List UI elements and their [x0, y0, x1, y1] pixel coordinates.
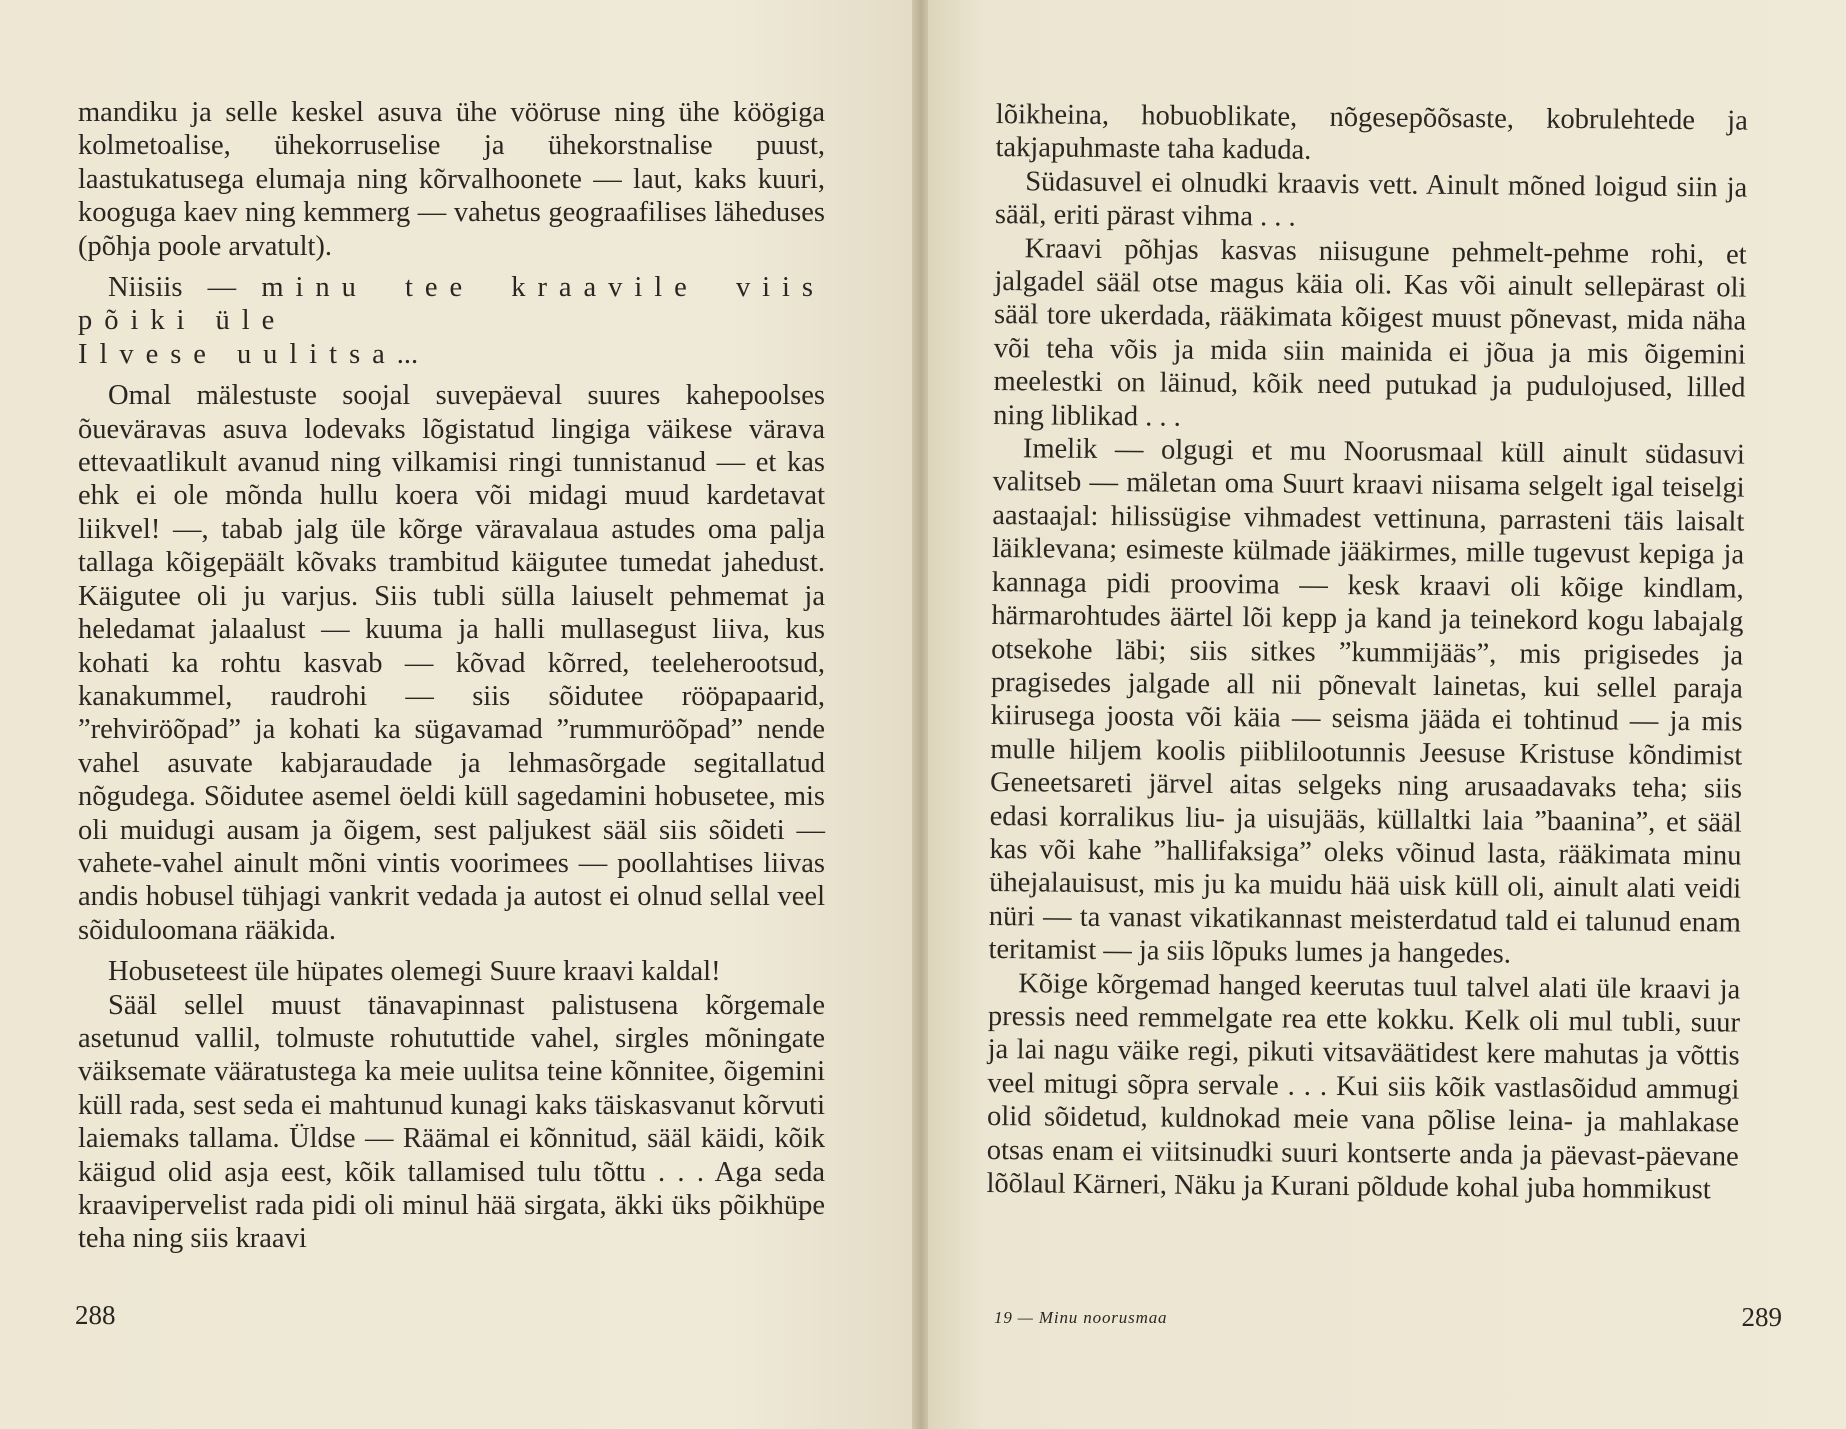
- left-page-text: [78, 96, 825, 1256]
- paragraph: Südasuvel ei olnudki kraavis vett. Ainult mõned loigud siin ja sääl, eriti pärast vihma . . .: [994, 166, 1748, 233]
- left-page: [0, 0, 915, 1429]
- spaced-ellipsis: ...: [396, 338, 419, 370]
- paragraph: Omal mälestuste soojal suvepäeval suures kahepoolses õueväravas asuva lodevaks lõgistatud lingiga väikese värava ettevaatlikult avanud ning vilkamisi ringi tunnistanud — et kas ehk ei ole mõnda hullu koera või midagi muud kardetavat liikvel! —, tabab jalg üle kõrge väravalaua astudes oma palja tallaga kõigepäält kõvaks trambitud käigutee tumedat jahedust. Käigutee oli ju varjus. Siis tubli sülla laiuselt pehmemat ja heledamat jalaalust — kuuma ja halli mullasegust liiva, kus kohati ka rohtu kasvab — kõvad kõrred, teeleherootsud, kanakummel, raudrohi — siis sõidutee rööpapaarid, ”rehviröõpad” ja kohati ka sügavamad ”rummuröõpad” nende vahel asuvate kabjaraudade ja lehmasõrgade segitallatud nõgudega. Sõidutee asemel öeldi küll sagedamini hobusetee, mis oli muidugi ausam ja õigem, sest paljukest sääl siis sõideti — vahete-vahel ainult mõni vintis voorimees — poollahtises liivas andis hobusel tühjagi vankrit vedada ja autost ei olnud sellal veel sõiduloomana rääkida.: [78, 380, 825, 946]
- spaced-text: minu tee kraavile viis põiki üle: [78, 272, 825, 337]
- signature-mark: 19 — Minu noorusmaa: [994, 1308, 1168, 1327]
- paragraph: lõikheina, hobuoblikate, nõgesepõõsaste, kobrulehtede ja takjapuhmaste taha kaduda.: [995, 98, 1748, 167]
- spaced-paragraph: [78, 271, 825, 371]
- paragraph: mandiku ja selle keskel asuva ühe vööruse ning ühe köögiga kolmetoalise, ühekorruselise ja ühekorstnalise puust, laastukatusega elumaja ning kõrvalhoonete — laut, kaks kuuri, kooguga kaev ning kemmerg — vahetus geograafilises läheduses (põhja poole arvatult).: [78, 97, 825, 262]
- paragraph: Kõige kõrgemad hanged keerutas tuul talvel alati üle kraavi ja pressis need remmelgate rea ette kokku. Kelk oli mul tubli, suur ja lai nagu väike regi, pikuti vitsaväätidest kere mahutas ja võttis veel mitugi sõpra servale . . . Kui siis kõik vastlasõidud ammugi olid sõidetud, kuldnokad meie vana põlise leina- ja mahlakase otsas enam ei viitsinudki suuri kontserte anda ja päevast-päevane lõõlaul Kärneri, Näku ja Kurani põldude kohal juba hommikust: [986, 967, 1741, 1206]
- spaced-prefix: Niisiis —: [108, 272, 262, 304]
- paragraph: Imelik — olgugi et mu Noorusmaal küll ainult südasuvi valitseb — mäletan oma Suurt kraavi niisama selgelt igal teiselgi aastaajal: hilissügise vihmadest vettinuna, parrasteni täis laisalt läiklevana; esimeste külmade jääkirmes, mille tugevust kepiga ja kannaga pidi proovima — kesk kraavi oli kõige kindlam, härmarohtudes äärtel lõi kepp ja kand ja teinekord kogu labajalg otsekohe läbi; siis sitkes ”kummijääs”, mis prigisedes ja pragisedes jalgade all nii põnevalt lainetas, kui sellel paraja kiirusega joosta või käia — seisma jääda ei tohtinud — ja mis mulle hiljem koolis piiblilootunnis Jeesuse Kristuse kõndimist Geneetsareti järvel aitas selgeks ning arusaadavaks teha; siis edasi korralikus liu- ja uisujääs, küllaltki laia ”baanina”, et sääl kas või kahe ”hallifaksiga” oleks võinud lasta, rääkimata minu ühejalauisust, mis ju ka muidu hää uisk küll oli, ainult alati veidi nüri — ta vanast vikatikannast meisterdatud tald ei talunud enam teritamist — ja siis lõpuks lumes ja hangedes.: [988, 433, 1746, 970]
- paragraph: Hobuseteest üle hüpates olemegi Suure kraavi kaldal!: [108, 956, 721, 988]
- right-page: [928, 0, 1846, 1429]
- paragraph: Sääl sellel muust tänavapinnast palistusena kõrgemale asetunud vallil, tolmuste rohututtide vahel, sirgles mõningate väiksemate vääratustega ka meie uulitsa teine kõnnitee, õigemini küll rada, sest seda ei mahtunud kunagi kaks täiskasvanut kõrvuti laiemaks tallama. Üldse — Räämal ei kõnnitud, sääl käidi, kõik käigud olid asja eest, kõik tallamised tulu tõttu . . . Aga seda kraavipervelist rada pidi oli minul hää sirgata, äkki üks põikhüpe teha ning siis kraavi: [78, 989, 825, 1255]
- paragraph: Kraavi põhjas kasvas niisugune pehmelt-pehme rohi, et jalgadel sääl otse magus käia oli. Kas või ainult sellepärast oli sääl tore ukerdada, rääkimata kõigest muust põnevast, mida näha või teha võis ja mida siin mainida ei jõua ja mis õigemini meelestki on läinud, kõik need putukad ja pudulojused, lilled ning liblikad . . .: [993, 232, 1747, 433]
- right-page-text: [986, 98, 1748, 1207]
- page-number: 289: [1741, 1302, 1782, 1332]
- page-number: 288: [75, 1300, 116, 1330]
- spaced-text-2: Ilvese uulitsa: [78, 338, 397, 370]
